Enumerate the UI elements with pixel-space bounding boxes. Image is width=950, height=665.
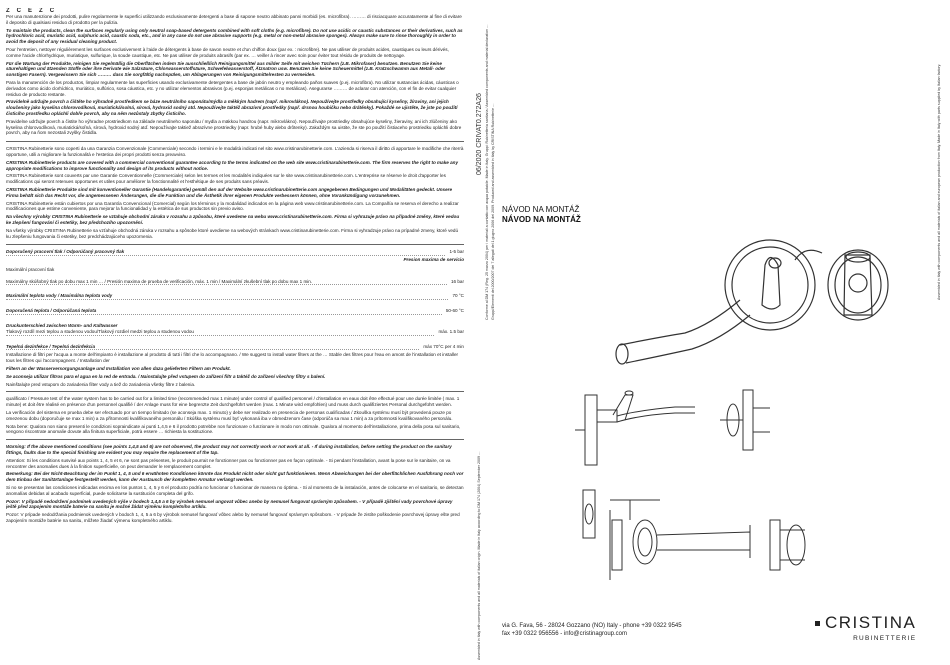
warranty-section — [6, 146, 464, 239]
note-pressure-test-es: La verificación del sistema en prueba debe ser efectuado por un tiempo limitado (se aconseja max. 1 minuto) y debe ser realizado en presencia de personas cualificadas / Zkouška systému musí být provedená pouze po omezenou dobu (doporučuje se max 1 min) a za přítomnosti kvalifikovaného personálu / Skúška systému musí byť vykonaná iba v obmedzenom čase (odporúča sa max 1 min) a za prítomnosti kvalifikovaného personálu. — [6, 410, 453, 421]
note-filters-sk: Nainštalujte pred vstupom do zariadenia filter vody a tiež do zariadenia všetky filtre z balenia. — [6, 381, 196, 387]
warranty-it: CRISTINA Rubinetterie sono coperti da una Garanzia Convenzionale (Commerciale) secondo i termini e le modalità indicati nel sito www.cristinarubinetterie.com. L'azienda si riserva il diritto di apportare le modifiche che riterrà opportune, utili a migliorare la funzionalità e l'estetica dei propri prodotti senza preavviso. — [6, 146, 464, 157]
side-right-text: Assembled in Italy with components and all materials of italian and european production from Italy. Made in Italy with parts supplied by Italian factory. — [937, 63, 941, 300]
maintenance-it: Per una manutenzione dei prodotti, pulire regolarmente le superfici utilizzando esclusivamente detergenti a base di sapone neutro abbinato panni morbidi (es. microfibra). ……… di risciacquare accuratamente al fine di evitare il deposito di qualsiasi residuo di prodotto per la pulizia. — [6, 14, 462, 25]
side-code: 06/2020 CRIVAT0.272A26 — [476, 93, 483, 175]
spec-row-test-pressure: Maximálny skúšobný tlak po dobu max 1 min … / Presión maxima de prueba de verificación, máx. 1 min / Maximální zkušební tlak po dobu max 1 min. 16 bar — [6, 278, 464, 284]
spec-row-disinfection: Tepelná dezinfekce / Tepelná dezinfekcia máx 70°C per 4 min — [6, 343, 464, 349]
note-pozor-sk: Pozor: V prípade nedodržania podmienok uvedených v bodoch 1, 4, 5 a 6 by výrobok nemusel fungovať vôbec alebo by nemusel fungovať správnym spôsobom. - V prípade že zistíte poškodenie povrchovej úpravy ešte pred zapojením montáže batérie na sanitu, môžete žiadať výmenu kompletného artiklu. — [6, 512, 460, 523]
maintenance-fr: Pour l'entretien, nettoyer régulièrement les surfaces exclusivement à l'aide de détergents à base de savon neutre et d'un chiffon doux (par ex. : microfibre). Ne pas utiliser de produits acides, caustiques ou leurs dérivés, comme l'acide chlorhydrique, muriatique, sulfurique, la soude caustique, etc. Ne pas utiliser de produits abrasifs (par ex. … veiller à rincer avec soin pour éviter tout résidu de produits de nettoyage. — [6, 46, 449, 58]
note-pozor-cz: Pozor: V případě nedodržení podmínek uvedených výše v bodech 1,4,5 a 6 by výrobek nemusel ungovat vůbec anebo by nemusel fungovat správným způsobem. - V případě zjištění vady povrchové úpravy ještě před zapojením montáže baterie na sanitu je možné žádat výměnu kompletního artiklu. — [6, 498, 453, 510]
faucet-plan-view-drawing — [600, 480, 810, 590]
address-line-1: via G. Fava, 56 - 28024 Gozzano (NO) Italy - phone +39 0322 9545 — [502, 623, 682, 629]
side-regulations-2: Gruppi/Elementi del 2000/2007 dei 7 allegati del 1 giugno 2006 del 2009. Produced and assembled in Italy by CRISTINA Rubinetterie … — [491, 103, 495, 320]
language-header: Z Č É Ž Č — [6, 8, 56, 14]
side-regulations: Conforme al DM 174 (Reg. 25 marzo 2004) per i materiali a contatto con acqua potabile. Made in Italy. Gruppi: Rubinetteria sanitaria / Assembled components and material declaration … — [485, 24, 489, 320]
note-filters-es-cz: Se aconseja utilizar filtros para el agua en la red de entrada. / Nainstalujte před vstupem do zařízení filtr a taktéž do zařízení všechny filtry s balení. — [6, 373, 326, 379]
maintenance-section — [6, 14, 464, 136]
manual-title — [502, 205, 581, 225]
spec-row-diff: Tlakový rozdíl mezi teplou a studenou vodou/Tlakový rozdiel medzi teplou a studenou vodou máx. 1.5 bar — [6, 328, 464, 334]
brand-logo — [815, 613, 916, 642]
spec-table — [6, 249, 464, 350]
warranty-es: CRISTINA Rubinetterie están cubiertos por una Garantía Convencional (Comercial) según los términos y la modalidad indicados en la página web www.cristinarubinetterie.com. La Compañía se reserva el derecho a realizar modificaciones que estime conveniente, para mejorar la funcionalidad y la estética de sus productos sin previo aviso. — [6, 200, 459, 212]
faucet-perspective-drawing — [600, 205, 900, 405]
spec-diff-de: Druckunterschied zwischen Warm- und Kaltwasser — [6, 323, 118, 329]
spec-max-pressure: Maximální pracovní tlak — [6, 266, 55, 272]
company-address — [502, 622, 682, 638]
note-it: Nota bene: Qualora non siano presenti le condizioni sopraindicate ai punti 1,4,5 e 6 il prodotto potrebbe non funzionare o funzionare in modo non ottimale. Qualora al momento dell'installazione, prima della posa sul sanitario, vengono riscontrate anomalie dovute alla finitura superficiale, potrà essere … richiesta la sostituzione. — [6, 423, 461, 435]
warranty-fr: CRISTINA Rubinetterie sont couverts par une Garantie Conventionnelle (Commerciale) selon les termes et les modalités indiquées sur le site www.cristinarubinetterie.com. L'entreprise se réserve le droit d'apporter les modifications qui seront retenues opportunes et utiles pour améliorer la fonctionnalité et l'esthétique de ses produits sans préavis. — [6, 173, 446, 185]
divider — [6, 244, 464, 245]
logo-square-icon — [815, 621, 820, 626]
instructions-column — [6, 8, 464, 660]
warranty-sk: Na všetky výrobky CRISTINA Rubinetterie sa vzťahuje obchodná záruka v rozsahu a spôsobe ktoré uvedieme na webových stránkach www.cristinarubinetterie.com. Firma si vyhradzuje právo na prípadné zmeny, ktoré vedú ku zlepšeniu fungovania či estetiky, bez predchádzajúceho upozornenia. — [6, 227, 459, 239]
note-pressure-test: qualificato / Pressure test of the water system has to be carried out for a limited time (recommended max 1 minute) under control of qualified personnel / d'installation en eaux doit être effectué pour une durée limitée ( max. 1 minute) et doit être réalisé en présence d'un personnel qualifié / der Anlage muss für eine begrenzte Zeit durchgeführt werden (max. 1 Minute wird empfohlen) und muss durch qualifiziertes Personal durchgeführt werden. — [6, 396, 460, 408]
divider — [6, 141, 464, 142]
faucet-flange-detail-drawing — [715, 380, 785, 460]
divider — [6, 439, 464, 440]
maintenance-sk: Pravidelne udržujte povrch a čistite ho výhradne prostriedkom na základe neutrálneho saponátu / mydla a mäkkou handrou (napr. mikrovlákno). Nepoužívajte prostriedky obsahujúce kyseliny, žieraviny, ani ich zlúčeniny ako kyselina chlorovodíková, muriatická/soľná, sírová, hydroxid sodný atď. Nepoužívajte taktiež abrazívne prostriedky (napr. hrubé huby alebo drôtenky). Zakaždým sa uistite, že ste po použití čistiaceho prostriedku opláchli dobre povrch, aby na ňom nezostali zvyšky čistidla. — [6, 118, 462, 136]
note-bemerkung-de: Bemerkung: Bei der Nicht-Beachtung der im Punkt 1, 4, 5 und 6 erwähnten Konditionen könnte das Produkt nicht oder nicht gut funktionieren. Wenn Abweichungen bei der oberflächlichen Ausführung noch vor dem Einbau der Sanitärtanlage festgestellt werden, kann der Austausch der kompletten Armatur verlangt werden. — [6, 471, 464, 483]
note-es: Si no se presentan las condiciones indicadas encima en los puntos 1, 4, 5 y 6 el producto podría no funcionar o funcionar de manera no óptima. - Si al momento de la instalación, antes de colocarse en el sanitario, se detectan anomalías debidas al acabado superficial, puede solicitarse la sustitución completa del grifo. — [6, 485, 464, 496]
brand-subtitle: RUBINETTERIE — [853, 635, 917, 642]
note-attention-fr: Attention: Si les conditions susvisé aux points 1, 4, 5 et 6, ne sont pas présentes, le produit pourrait ne fonctionner pas ou fonctionner pas en façon optimale. - Si pendant l'installation, avant la pose sur le sanitaire, on va rencontrer des anomalies dues à la finition superficielle, on peut demander le remplacement complet. — [6, 457, 451, 469]
maintenance-en: To maintain the products, clean the surfaces regularly using only neutral soap-based detergents combined with soft cloths (e.g. microfibre). Do not use acidic or caustic substances or their derivatives, such as hydrochloric acid, muriatic acid, sulphuric acid, caustic soda, etc., and in any case do not use abrasive supports (e.g. metal or non-metal abrasive sponges). Always make sure to rinse thoroughly in order to avoid the deposit of any residual cleaning product. — [6, 27, 463, 45]
notes-section — [6, 352, 464, 523]
note-filters-de: Filtern an der Wasserversorgungsanlage und Installation von allen dazu gelieferten Filtern am Produkt. — [6, 366, 231, 372]
side-bottom-text: Assembled in Italy with components and all materials of italian origin. Made in Italy according to DM 174 (2004) September 2009 … — [477, 451, 481, 660]
spec-pressure-es: Presion maxima de servicio — [403, 257, 464, 263]
note-warning-en: Warning: If the above mentioned conditions (see points 1,4,5 and 6) are not observed, the product may not correctly work or not work at all. - If during installation, before setting the product on the sanitary fittings, faults due to the special finishing are evident you may require the replacement of the tap. — [6, 444, 452, 456]
maintenance-de: Für die Wartung der Produkte, reinigen Sie regelmäßig die Oberflächen indem Sie ausschließlich Reinigungsmittel aus milder Seife mit weichen Tüchern (z.B. Mikrofaser) benutzen. Benutzen Sie keine säurehaltigen und ätzenden Stoffe oder ihre Derivate wie Salzsäure, Chlorwasserstoffsäure, Schwefelwasserstoff, Ätznatron usw. Benutzen Sie keine Scheuermittel (z.B. Kratzschwamm aus Metall- oder sonstigen Fasern). Vergewissern Sie sich ……… dass Sie sorgfältig nachspülen, um Ablagerungen von Reinigungsmittelresten zu vermeiden. — [6, 60, 446, 78]
warranty-cz: Na všechny výrobky CRISTINA Rubinetterie se vztahuje obchodní záruka v rozsahu a způsobu, které uvedeme na webu www.cristinarubinetterie.com. Firma si vyhrazuje právo na případné změny, které vedou ke zlepšení fungování či estetiky, bez předchozího upozornění. — [6, 214, 460, 225]
maintenance-cz: Pravidelně udržujte povrch a čištěte ho výhradně prostředkem se báze neutrálního saponátu/mýdla a měkkým hadrem (např. mikrovlákno). Nepoužívejte prostředky obsahující kyseliny, žíraviny, ani jejich sloučeniny jako kyselina chlorovodíková, muriatická/solná, sírová, hydroxid sodný atd. Nepoužívejte taktéž abrazivní prostředky (např. drsnou houbičku nebo drátěnky). Pokaždé se ujistěte, že jste po použití čisticího prostředku opláchli dobře povrch, aby na něm nezůstaly zbytky čisticího. — [6, 99, 458, 116]
maintenance-es: Para la manutención de los productos, limpiar regularmente las superficies usando exclusivamente detergentes a base de jabón neutro y empleando paños suaves (p.ej. microfibra). No utilizar sustancias ácidas, cáusticas o derivados como ácido clorhídrico, muriático, sulfúrico, sosa cáustica, etc. y no utilizar elementos abrasivos (p.ej. esponjas metálicas o no metálicas). Asegurarse ……… de aclarar con atención, con el fin de evitar cualquier residuo de producto restante. — [6, 79, 459, 97]
warranty-de: CRISTINA Rubinetterie Produkte sind mit konventioneller Garantie (Handelsgarantie) gemäß den auf der Website www.cristinarubinetterie.com angegebenen Bedingungen und Modalitäten gedeckt. Unsere Firma behält sich das Recht vor, die angemessenen Änderungen, die die Funktion und die Ästhetik ihrer eigenen Produkte verbessern können, ohne Vorankündigung vorzunehmen. — [6, 186, 453, 198]
note-filters: Installazione di filtri per l'acqua a monte dell'impianto è installazione al prodotto di tutti i filtri che lo accompagnano. / We suggest to install water filters at the … Stable des filtres pour l'eau en amont de l'installation et installer tous les filtres qui l'accompagnent. / Installation der — [6, 352, 459, 364]
spec-row-rec-temp: Doporučená teplota / Odporúčaná teplota 50-60 °C — [6, 308, 464, 314]
spec-row-max-temp: Maximální teplota vody / Maximálna teplota vody 70 °C — [6, 293, 464, 299]
address-line-2: fax +39 0322 956556 - info@cristinagroup.com — [502, 631, 628, 637]
spec-row-pressure: Doporučený pracovní tlak / Odporúčaný pracovný tlak 1-5 bar — [6, 249, 464, 255]
title-line-2: NÁVOD NA MONTÁŽ — [502, 215, 581, 224]
warranty-en: CRISTINA Rubinetterie products are covered with a commercial conventional guarantee according to the terms indicated on the web site www.cristinarubinetterie.com. The firm reserves the right to make any appropriate modifications to improve functionality and design of its products without notice. — [6, 159, 458, 171]
title-line-1: NÁVOD NA MONTÁŽ — [502, 205, 580, 214]
divider — [6, 391, 464, 392]
brand-name: CRISTINA — [825, 613, 917, 632]
faucet-side-detail-drawing — [565, 480, 615, 550]
